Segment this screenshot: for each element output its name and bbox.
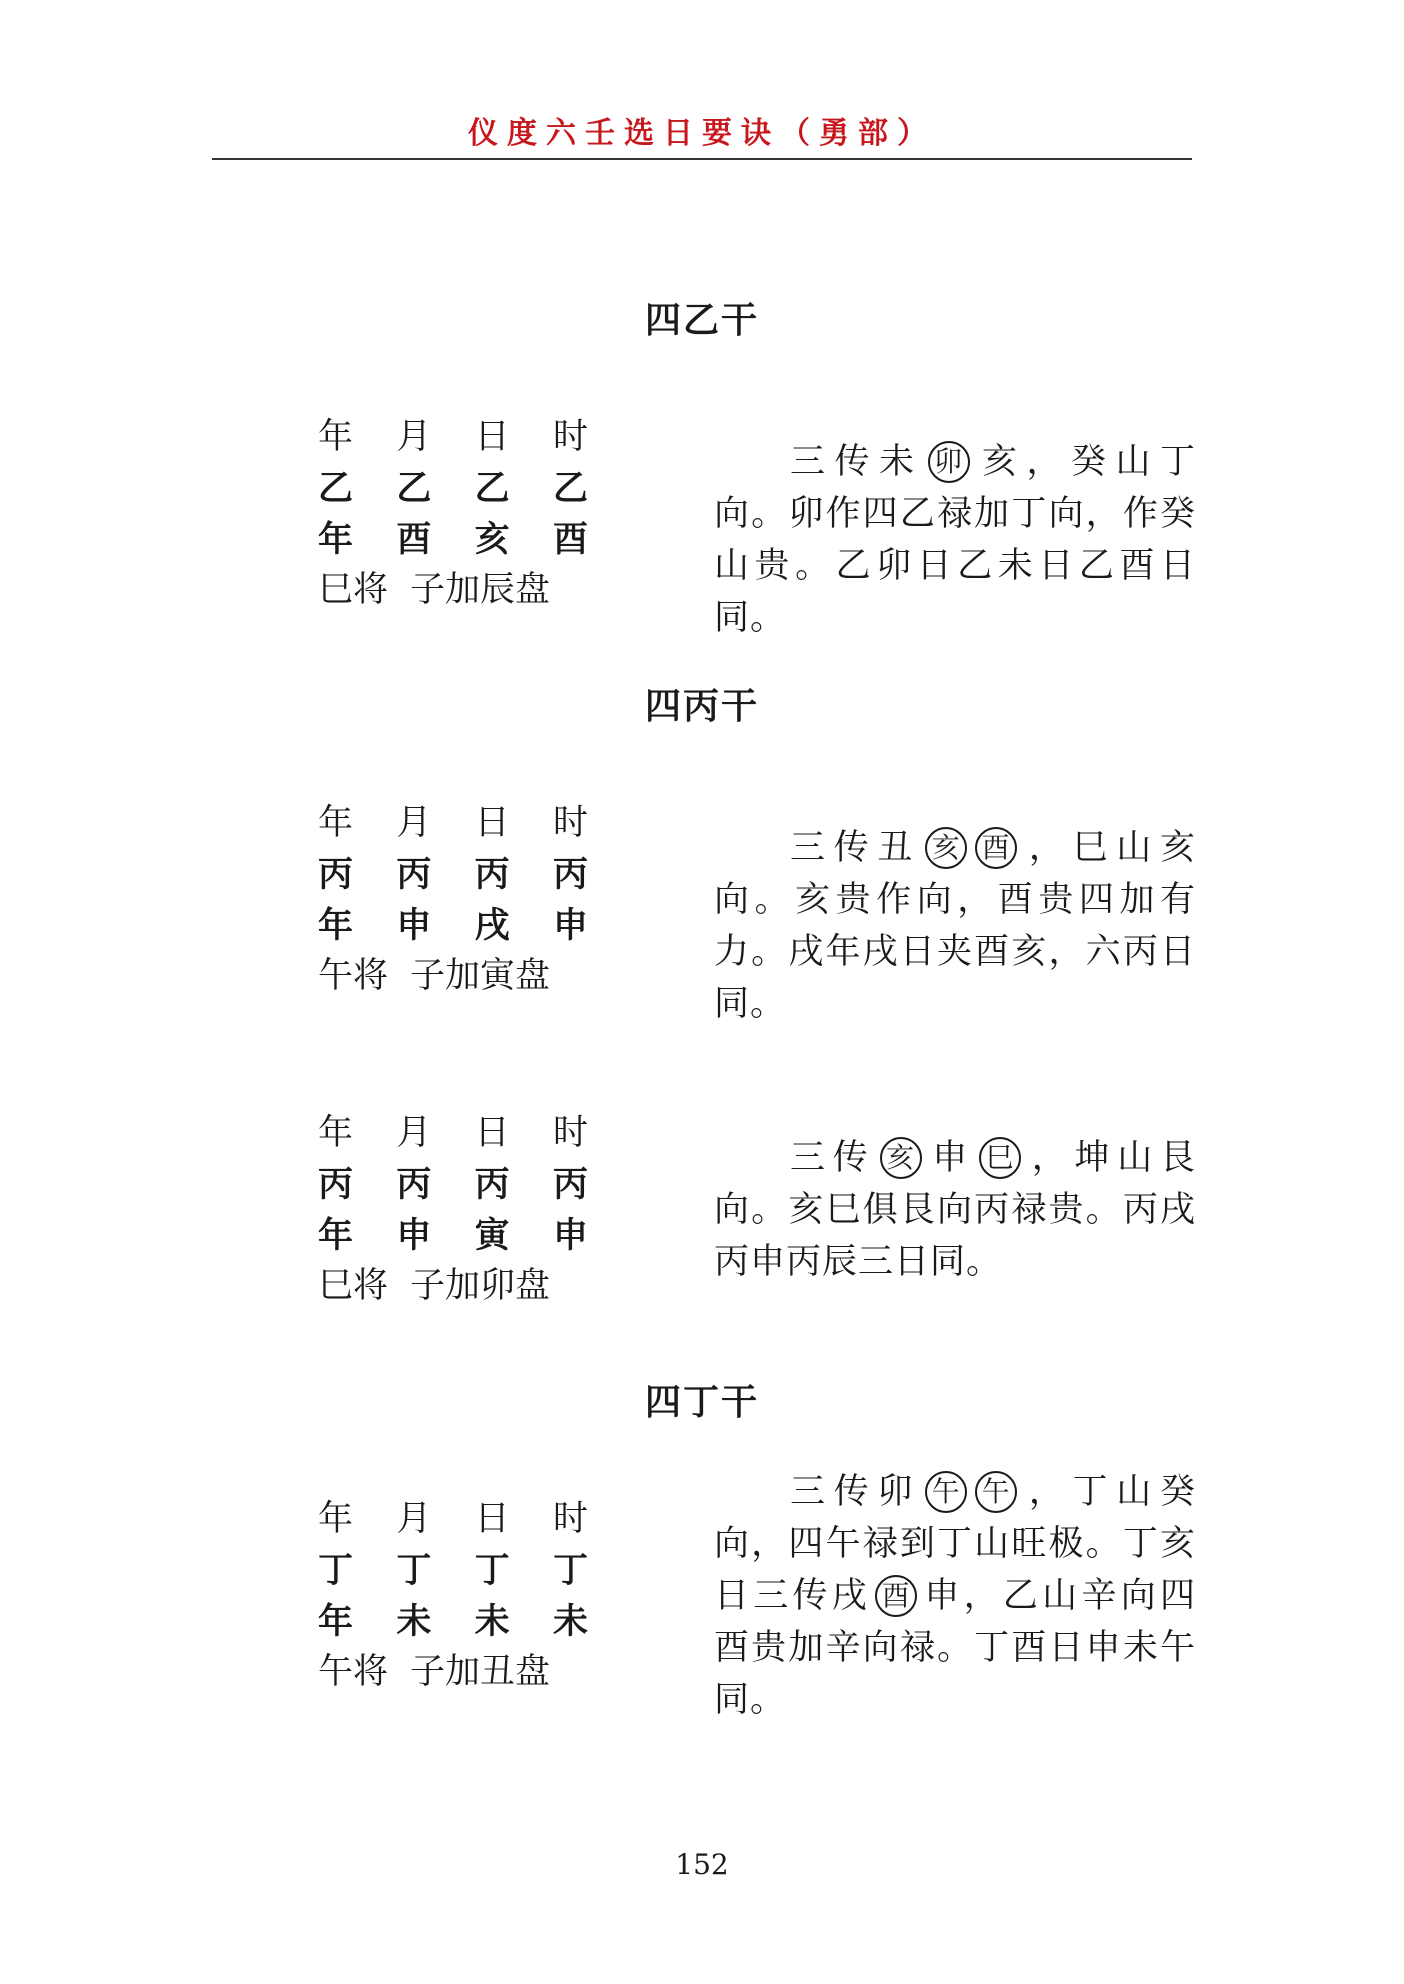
section-heading: 四丙干 (644, 685, 759, 727)
branch-cell: 酉 (552, 519, 588, 560)
section-description (714, 822, 1196, 1030)
date-chart (318, 798, 588, 1002)
text-run: ，坤山艮向。亥巳俱艮向丙禄贵。丙戌丙申丙辰三日同。 (714, 1138, 1196, 1282)
branch-cell: 申 (396, 1215, 432, 1256)
circled-branch: 午 (925, 1471, 967, 1513)
chart-note-row (318, 1261, 588, 1312)
label-cell: 时 (552, 803, 588, 843)
plate-note: 子加卯盘 (410, 1266, 551, 1306)
stem-cell: 丙 (318, 854, 354, 895)
chart-label-row (318, 1494, 588, 1545)
label-cell: 时 (552, 1499, 588, 1539)
stem-cell: 丙 (318, 1164, 354, 1205)
circled-branch: 酉 (975, 827, 1017, 869)
label-cell: 年 (318, 803, 354, 843)
circled-branch: 午 (975, 1471, 1017, 1513)
label-cell: 月 (396, 417, 432, 457)
chart-note-row (318, 1647, 588, 1698)
text-run: 申 (925, 1138, 975, 1178)
chart-note-row (318, 565, 588, 616)
chart-note-row (318, 951, 588, 1002)
stem-cell: 乙 (552, 468, 588, 509)
general-note: 巳将 (318, 570, 389, 610)
branch-cell: 申 (552, 905, 588, 946)
section-description (714, 1466, 1196, 1726)
text-run: 三传卯 (790, 1472, 922, 1512)
circled-branch: 酉 (875, 1575, 917, 1617)
label-cell: 年 (318, 417, 354, 457)
chart-stem-row (318, 1159, 588, 1210)
label-cell: 月 (396, 1113, 432, 1153)
text-run: 三传丑 (790, 828, 922, 868)
label-cell: 年 (318, 1113, 354, 1153)
stem-cell: 丙 (474, 1164, 510, 1205)
header-rule (212, 158, 1192, 160)
label-cell: 月 (396, 803, 432, 843)
chart-stem-row (318, 849, 588, 900)
chart-stem-row (318, 1545, 588, 1596)
label-cell: 日 (474, 1113, 510, 1153)
chart-branch-row (318, 900, 588, 951)
branch-cell: 未 (552, 1601, 588, 1642)
date-chart (318, 1108, 588, 1312)
date-chart (318, 412, 588, 616)
page-number: 152 (675, 1848, 729, 1881)
branch-cell: 未 (396, 1601, 432, 1642)
chart-stem-row (318, 463, 588, 514)
stem-cell: 丙 (396, 1164, 432, 1205)
general-note: 巳将 (318, 1266, 389, 1306)
text-run: 申，乙山辛向四酉贵加辛向禄。丁酉日申未午同。 (714, 1576, 1196, 1720)
stem-cell: 丁 (552, 1550, 588, 1591)
branch-cell: 年 (318, 1215, 354, 1256)
circled-branch: 亥 (880, 1137, 922, 1179)
branch-cell: 未 (474, 1601, 510, 1642)
label-cell: 年 (318, 1499, 354, 1539)
circled-branch: 亥 (925, 827, 967, 869)
plate-note: 子加丑盘 (410, 1652, 551, 1692)
branch-cell: 亥 (474, 519, 510, 560)
chart-branch-row (318, 1210, 588, 1261)
running-header: 仪度六壬选日要诀（勇部） (468, 116, 936, 151)
text-run: 三传 (790, 1138, 876, 1178)
date-chart (318, 1494, 588, 1698)
branch-cell: 寅 (474, 1215, 510, 1256)
stem-cell: 丁 (318, 1550, 354, 1591)
branch-cell: 年 (318, 519, 354, 560)
text-run: ，丁山癸向，四午禄到丁山旺极。丁亥日三传戌 (714, 1472, 1196, 1616)
chart-branch-row (318, 514, 588, 565)
plate-note: 子加辰盘 (410, 570, 551, 610)
chart-label-row (318, 1108, 588, 1159)
section-description (714, 1132, 1196, 1288)
branch-cell: 酉 (396, 519, 432, 560)
general-note: 午将 (318, 956, 389, 996)
branch-cell: 戌 (474, 905, 510, 946)
section-description (714, 436, 1196, 644)
plate-note: 子加寅盘 (410, 956, 551, 996)
section-heading: 四丁干 (644, 1381, 759, 1423)
branch-cell: 年 (318, 1601, 354, 1642)
label-cell: 月 (396, 1499, 432, 1539)
branch-cell: 年 (318, 905, 354, 946)
text-run: ，巳山亥向。亥贵作向，酉贵四加有力。戌年戌日夹酉亥，六丙日同。 (714, 828, 1196, 1024)
chart-label-row (318, 412, 588, 463)
stem-cell: 丁 (474, 1550, 510, 1591)
branch-cell: 申 (552, 1215, 588, 1256)
stem-cell: 丙 (474, 854, 510, 895)
stem-cell: 丙 (552, 854, 588, 895)
label-cell: 时 (552, 1113, 588, 1153)
label-cell: 日 (474, 417, 510, 457)
stem-cell: 丁 (396, 1550, 432, 1591)
stem-cell: 丙 (396, 854, 432, 895)
branch-cell: 申 (396, 905, 432, 946)
stem-cell: 丙 (552, 1164, 588, 1205)
text-run: 亥，癸山丁向。卯作四乙禄加丁向，作癸山贵。乙卯日乙未日乙酉日同。 (714, 442, 1196, 638)
circled-branch: 巳 (979, 1137, 1021, 1179)
label-cell: 时 (552, 417, 588, 457)
stem-cell: 乙 (474, 468, 510, 509)
stem-cell: 乙 (318, 468, 354, 509)
section-heading: 四乙干 (644, 299, 759, 341)
chart-label-row (318, 798, 588, 849)
label-cell: 日 (474, 1499, 510, 1539)
label-cell: 日 (474, 803, 510, 843)
text-run: 三传未 (790, 442, 924, 482)
chart-branch-row (318, 1596, 588, 1647)
circled-branch: 卯 (928, 441, 970, 483)
general-note: 午将 (318, 1652, 389, 1692)
stem-cell: 乙 (396, 468, 432, 509)
